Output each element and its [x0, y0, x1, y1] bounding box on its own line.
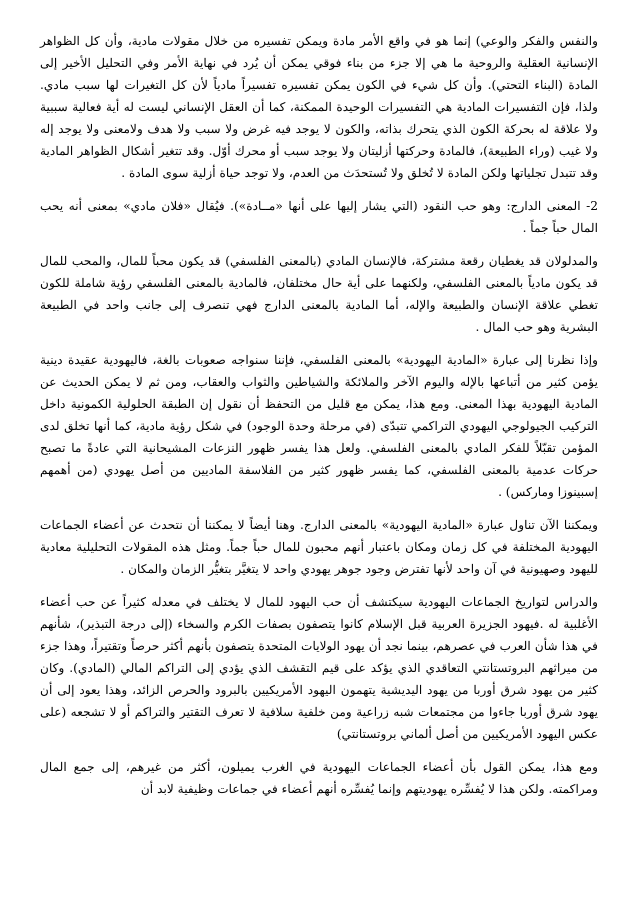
paragraph-history: والدراس لتواريخ الجماعات اليهودية سيكتشف أن حب اليهود للمال لا يختلف في معدله كثيراً عن حب أعضاء الأغلبية له .فيهود الجزيرة العربية قبل الإسلام كانوا يتصفون بصفات الكرم والسخاء (إلى درجة التبذير)، شأنهم في هذا شأن العرب في عصرهم، بينما نجد أن يهود الولايات المتحدة يتصفون بأنهم أكثر حرصاً وتقتيراً، وهذا جزء من ميراثهم البروتستانتي التعاقدي الذي يؤكد على قيم التقشف الذي يؤدي إلى التراكم المالي (المادي). وكان كثير من يهود شرق أوربا من يهود اليديشية يتهمون اليهود الأمريكيين بالبرود والحرص الزائد، وهذا يعود إلى أن يهود شرق أوربا جاءوا من مجتمعات شبه زراعية ومن خلفية سلافية لا تعرف التقتير والتراكم أو لا تشجعه (على عكس اليهود الأمريكيين من أصل ألماني بروتستانتي)	[40, 595, 598, 741]
paragraph-conclusion: ومع هذا، يمكن القول بأن أعضاء الجماعات اليهودية في الغرب يميلون، أكثر من غيرهم، إلى جمع المال ومراكمته. ولكن هذا لا يُفسِّره يهوديتهم وإنما يُفسِّره أنهم أعضاء في جماعات وظيفية لابد أن	[40, 760, 598, 796]
document-page	[40, 30, 598, 811]
paragraph-colloquial-meaning: 2- المعنى الدارج: وهو حب النقود (التي يشار إليها على أنها «مــادة»). فيُقال «فلان مادي» بمعنى أنه يحب المال حباً جماً .	[40, 199, 598, 235]
paragraph-materialism-definition: والنفس والفكر والوعي) إنما هو في واقع الأمر مادة ويمكن تفسيره من خلال مقولات مادية، وأن كل الظواهر الإنسانية العقلية والروحية ما هي إلا جزء من بناء فوقي يمكن أن يُرد في نهاية الأمر وفي التحليل الأخير إلى المادة (البناء التحتي). وأن كل شيء في الكون يمكن تفسيره تفسيراً مادياً لأن كل التغيرات لها سبب مادي. ولذا، فإن التفسيرات المادية هي التفسيرات الوحيدة الممكنة، كما أن العقل الإنساني ليست له أية فعالية سببية ولا علاقة له بحركة الكون الذي يتحرك بذاته، والكون لا يوجد فيه غرض ولا سبب ولا هدف ولامعنى ولا يوجد إله ولا غيب (وراء الطبيعة)، فالمادة وحركتها أزليتان ولا يوجد سبب أو محرك أوّل. وقد تتغير أشكال الظواهر المادية وقد تتبدل تجلياتها ولكن المادة لا تُخلق ولا تُستحدَث من العدم، ولا توجد حياة أزلية سوى المادة .	[40, 34, 598, 180]
paragraph-philosophical-sense: وإذا نظرنا إلى عبارة «المادية اليهودية» بالمعنى الفلسفي، فإننا سنواجه صعوبات بالغة، فاليهودية عقيدة دينية يؤمن كثير من أتباعها بالإله واليوم الآخر والملائكة والشياطين والثواب والعقاب، ومن ثم لا يمكن الحديث عن المادية اليهودية بهذا المعنى. ومع هذا، يمكن مع قليل من التحفظ أن نقول إن الطبقة الحلولية الكمونية داخل التركيب الجيولوجي اليهودي التراكمي تتبدّى (في مرحلة وحدة الوجود) في شكل رؤية مادية، كما أنها تخلق لدى المؤمن تقبّلاً للفكر المادي بالمعنى الفلسفي. ولعل هذا يفسر ظهور النزعات المشيحانية التي عادةً ما تصبح حركات عدمية بالمعنى الفلسفي، كما يفسر ظهور كثير من الفلاسفة الماديين من أصل يهودي (من أهمهم إسبينوزا وماركس) .	[40, 353, 598, 499]
paragraph-colloquial-sense: ويمكننا الآن تناول عبارة «المادية اليهودية» بالمعنى الدارج. وهنا أيضاً لا يمكننا أن نتحدث عن أعضاء الجماعات اليهودية المختلفة في كل زمان ومكان باعتبار أنهم محبون للمال حباً جماً. ومثل هذه المقولات التحليلية معادية لليهود وصهيونية في آن واحد لأنها تفترض وجود جوهر يهودي واحد لا يتغيَّر بتغيُّر الزمان والمكان .	[40, 518, 598, 576]
paragraph-two-meanings: والمدلولان قد يغطيان رقعة مشتركة، فالإنسان المادي (بالمعنى الفلسفي) قد يكون محباً للمال، والمحب للمال قد يكون مادياً بالمعنى الفلسفي، ولكنهما على أية حال مختلفان، فالمادية بالمعنى الفلسفي رؤية شاملة للكون تغطي علاقة الإنسان والطبيعة والإله، أما المادية بالمعنى الدارج فهي تنصرف إلى جانب واحد في الطبيعة البشرية وهو حب المال .	[40, 254, 598, 334]
